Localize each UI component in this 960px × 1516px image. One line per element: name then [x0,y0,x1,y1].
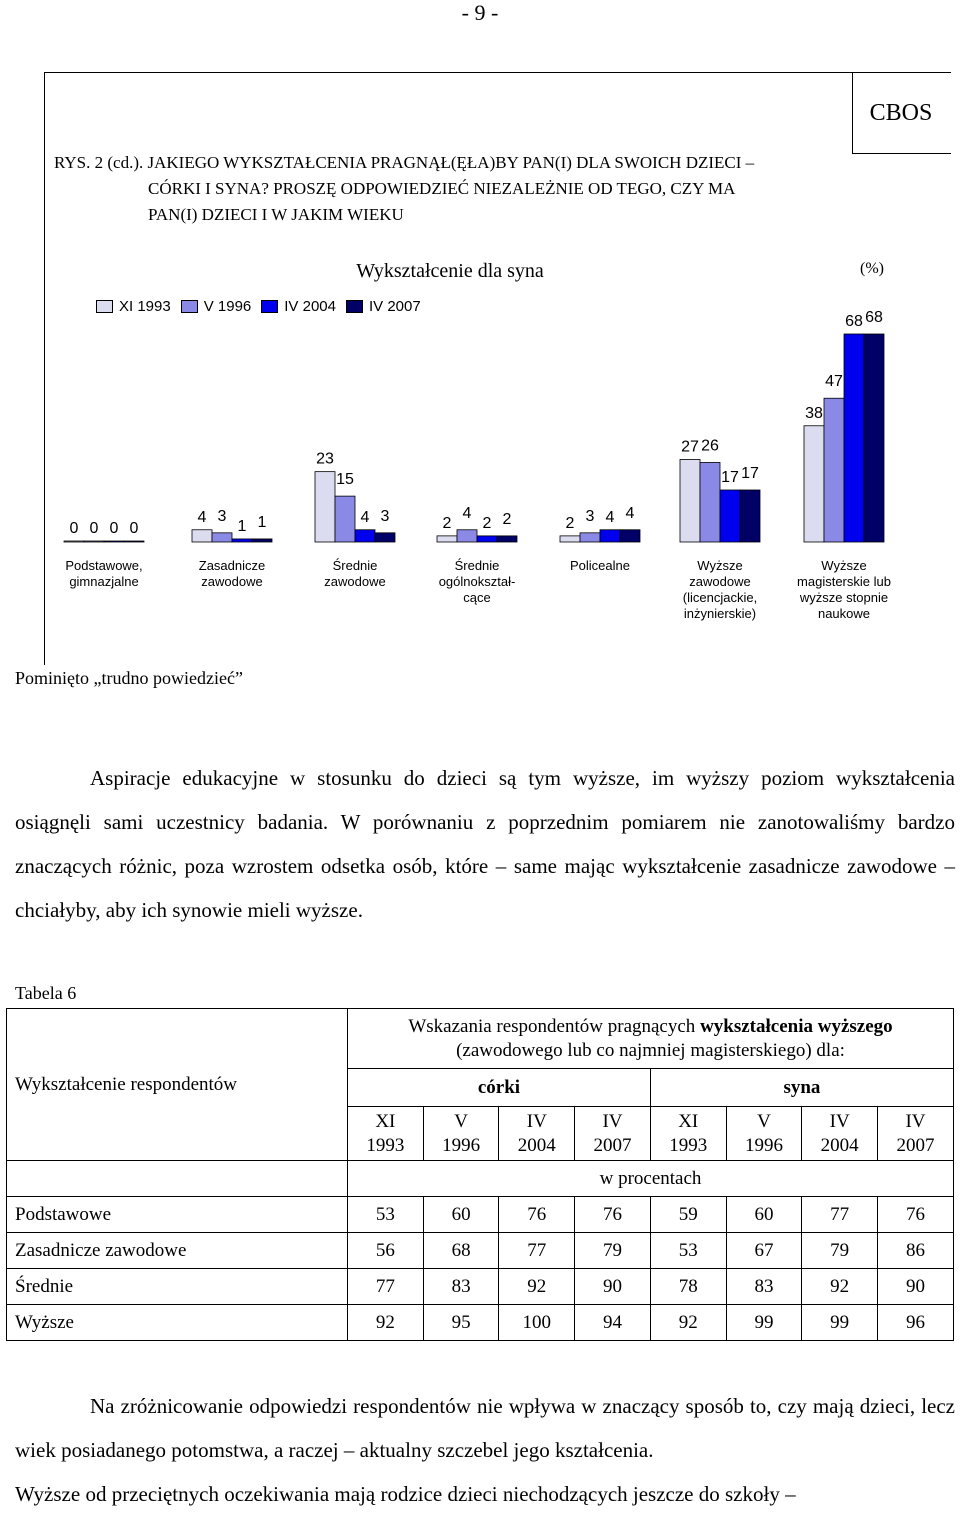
data-label: 0 [69,520,79,537]
data-label: 47 [825,373,843,391]
data-label: 0 [89,520,99,537]
column-header-line: IV [829,1110,850,1132]
data-label: 26 [701,437,719,455]
category-label [538,558,662,574]
page-number: - 9 - [461,0,499,25]
row-label: Wyższe [7,1305,348,1341]
column-header-line: 1996 [744,1134,783,1156]
table-cell: 83 [423,1269,499,1305]
bar [560,536,580,542]
bar [700,462,720,542]
bar [252,539,272,542]
data-label: 23 [316,450,334,468]
table-cell: 100 [499,1305,575,1341]
table-cell: 76 [575,1197,651,1233]
bar [335,496,355,542]
column-header [575,1107,651,1161]
table-cell: 77 [499,1233,575,1269]
column-header-line: 2004 [517,1134,556,1156]
table-cell: 53 [348,1197,424,1233]
data-label: 1 [237,517,247,535]
data-label: 0 [109,520,119,537]
figure-label [54,150,754,175]
table-cell: 99 [726,1305,802,1341]
category-label-line: (licencjackie, [682,590,758,605]
category-label-line: zawodowe [324,574,386,589]
data-label: 2 [502,510,512,528]
category-label-line: zawodowe [201,574,263,589]
bar [375,533,395,542]
category-label [170,558,294,590]
bar [824,398,844,542]
data-label: 2 [482,514,492,532]
legend-swatch [346,300,363,313]
group-header [348,1009,954,1069]
data-label: 17 [741,465,759,482]
column-header-line: 1993 [366,1134,405,1156]
table-cell: 79 [575,1233,651,1269]
table-cell: 83 [726,1269,802,1305]
table-row [7,1269,954,1305]
table-cell: 56 [348,1233,424,1269]
table-cell: 90 [575,1269,651,1305]
table-cell: 92 [802,1269,878,1305]
bar [192,530,212,542]
category-label-line: Średnie [454,558,500,573]
legend-swatch [181,300,198,313]
category-label-line: Średnie [332,558,378,573]
category-label-line: ogólnokształ- [438,574,516,589]
table-row [7,1197,954,1233]
category-label-line: wyższe stopnie [799,590,889,605]
group-header-text: Wskazania respondentów pragnących [408,1015,701,1037]
column-header [726,1107,802,1161]
category-label [415,558,539,606]
legend-item [261,298,336,315]
data-label: 3 [585,507,595,525]
table-cell: 53 [650,1233,726,1269]
figure-note: Pominięto „trudno powiedzieć” [15,668,243,688]
legend-item [96,298,171,315]
column-header-line: 1996 [442,1134,481,1156]
legend-item [346,298,421,315]
row-header: Wykształcenie respondentów [7,1009,348,1161]
body-paragraph-3: Wyższe od przeciętnych oczekiwania mają rodzice dzieci niechodzących jeszcze do szkoły – [15,1482,796,1506]
data-label: 4 [462,504,472,522]
body-paragraph-2: Na zróżnicowanie odpowiedzi respondentów nie wpływa w znaczący sposób to, czy mają dzieci, lecz wiek posiadanego potomstwa, a raczej – aktualny szczebel jego kształcenia. [15,1394,955,1462]
data-label: 1 [257,513,267,531]
table-cell: 94 [575,1305,651,1341]
table-cell: 76 [878,1197,954,1233]
subgroup-daughter: córki [348,1069,651,1107]
category-label [293,558,417,590]
group-header-bold: wykształcenia wyższego [700,1015,893,1037]
category-label-line: Policealne [570,558,630,573]
table-cell: 90 [878,1269,954,1305]
data-label: 17 [721,469,739,486]
bar [620,530,640,542]
figure-number: RYS. 2 (cd.). [54,153,144,172]
bar [804,426,824,542]
chart-unit: (%) [860,260,884,277]
row-label: Średnie [7,1269,348,1305]
bar [84,541,104,542]
column-header-line: IV [526,1110,547,1132]
legend-label: IV 2004 [284,298,336,315]
column-header-line: XI [678,1110,699,1132]
table-cell: 67 [726,1233,802,1269]
row-label: Zasadnicze zawodowe [7,1233,348,1269]
column-header [499,1107,575,1161]
bar [580,533,600,542]
data-label: 4 [605,508,615,526]
category-label-line: Zasadnicze [198,558,266,573]
bar [104,541,124,542]
empty-cell [7,1161,348,1197]
data-label: 0 [129,520,139,537]
table-cell: 60 [423,1197,499,1233]
category-label-line: zawodowe [689,574,751,589]
bar [437,536,457,542]
data-table [6,1008,954,1341]
table-cell: 86 [878,1233,954,1269]
bar [864,334,884,542]
legend-label: XI 1993 [119,298,171,315]
table-cell: 79 [802,1233,878,1269]
legend-swatch [261,300,278,313]
table-cell: 92 [348,1305,424,1341]
row-label: Podstawowe [7,1197,348,1233]
column-header-line: 2007 [896,1134,935,1156]
legend-item [181,298,252,315]
bar [355,530,375,542]
data-label: 4 [360,508,370,526]
column-header-line: V [757,1110,771,1132]
category-label-line: Wyższe [821,558,867,573]
subgroup-son: syna [650,1069,953,1107]
data-label: 2 [442,514,452,532]
table-cell: 77 [348,1269,424,1305]
data-label: 4 [625,504,635,522]
table-label: Tabela 6 [15,983,77,1003]
category-label-line: gimnazjalne [69,574,139,589]
bar [740,490,760,542]
column-header-line: IV [905,1110,926,1132]
data-label: 15 [336,471,354,489]
bar [844,334,864,542]
data-label: 68 [865,309,883,326]
category-label-line: magisterskie lub [797,574,891,589]
figure-title-line-3: PAN(I) DZIECI I W JAKIM WIEKU [148,205,404,224]
bar [315,472,335,542]
category-label-line: Podstawowe, [65,558,143,573]
category-label [658,558,782,622]
legend-label: IV 2007 [368,298,421,315]
column-header-line: XI [375,1110,396,1132]
table-row [7,1233,954,1269]
data-label: 38 [805,404,823,422]
table-cell: 68 [423,1233,499,1269]
column-header [802,1107,878,1161]
bar [212,533,232,542]
table-row [7,1305,954,1341]
column-header-line: V [454,1110,468,1132]
column-header-line: IV [602,1110,623,1132]
bar [720,490,740,542]
category-label-line: naukowe [817,606,871,621]
column-header [348,1107,424,1161]
table-cell: 92 [650,1305,726,1341]
category-label-line: Wyższe [697,558,743,573]
column-header [650,1107,726,1161]
bar [124,541,144,542]
table-cell: 60 [726,1197,802,1233]
data-label: 68 [845,313,863,330]
bar [497,536,517,542]
column-header-line: 2004 [820,1134,859,1156]
category-label-line: cące [463,590,491,605]
unit-row: w procentach [348,1161,954,1197]
bar [600,530,620,542]
category-label-line: inżynierskie) [683,606,757,621]
category-label [782,558,906,622]
table-cell: 77 [802,1197,878,1233]
table-cell: 78 [650,1269,726,1305]
data-label: 4 [197,508,207,526]
data-label: 27 [681,438,699,456]
table-cell: 96 [878,1305,954,1341]
legend-swatch [96,300,113,313]
table-cell: 76 [499,1197,575,1233]
chart-legend [96,298,421,315]
data-label: 2 [565,514,575,532]
table-cell: 99 [802,1305,878,1341]
data-label: 3 [380,507,390,525]
source-label: CBOS [869,100,933,126]
table-cell: 95 [423,1305,499,1341]
bar [457,530,477,542]
column-header-line: 1993 [669,1134,708,1156]
column-header-line: 2007 [593,1134,632,1156]
table-cell: 59 [650,1197,726,1233]
bar [680,459,700,542]
group-header-text-2: (zawodowego lub co najmniej magisterskiego) dla: [456,1039,845,1061]
table-cell: 92 [499,1269,575,1305]
bar [477,536,497,542]
category-label [42,558,166,590]
figure-title-line-2: CÓRKI I SYNA? PROSZĘ ODPOWIEDZIEĆ NIEZALEŻNIE OD TEGO, CZY MA [148,179,736,198]
chart-title: Wykształcenie dla syna [356,260,544,282]
bar [232,539,252,542]
data-label: 3 [217,507,227,525]
bar [64,541,84,542]
legend-label: V 1996 [203,298,252,315]
column-header [423,1107,499,1161]
column-header [878,1107,954,1161]
figure-title-line-1: JAKIEGO WYKSZTAŁCENIA PRAGNĄŁ(ĘŁA)BY PAN(I) DLA SWOICH DZIECI – [147,153,755,172]
body-paragraph-1: Aspiracje edukacyjne w stosunku do dzieci są tym wyższe, im wyższy poziom wykształcenia osiągnęli sami uczestnicy badania. W porównaniu z poprzednim pomiarem nie zanotowaliśmy bardzo znaczących różnic, poza wzrostem odsetka osób, które – same mając wykształcenie zasadnicze zawodowe – chciałyby, aby ich synowie mieli wyższe. [15,766,955,922]
